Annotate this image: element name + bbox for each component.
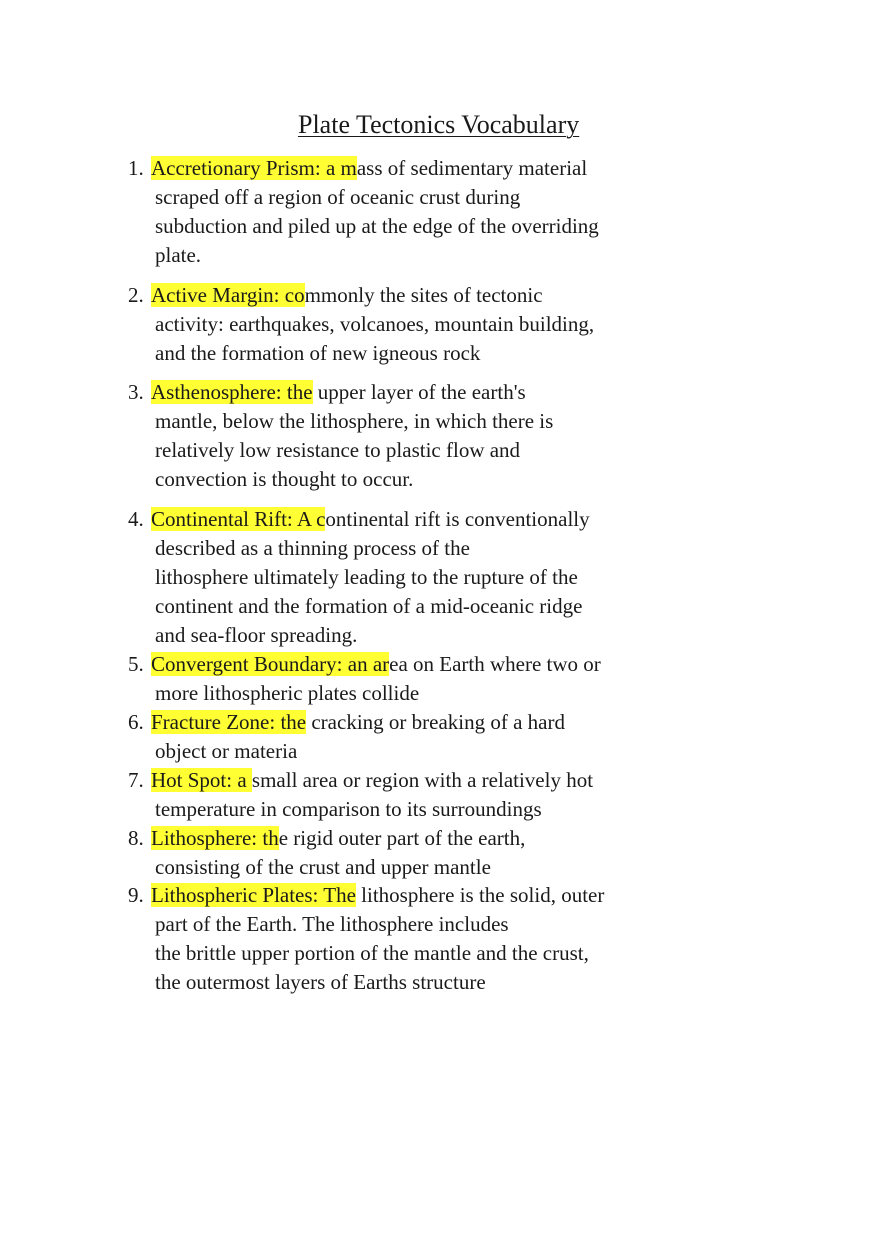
definition-line: lithosphere ultimately leading to the rupture of the [155,565,578,589]
definition-line: and sea-floor spreading. [155,623,358,647]
item-number: 8. [128,826,144,850]
vocab-item-asthenosphere [128,378,688,494]
highlighted-term: Accretionary Prism: a m [151,156,357,180]
vocab-first-line [128,708,688,737]
vocab-first-line [128,378,688,407]
vocab-item-active-margin [128,281,688,368]
definition-start: ea on Earth where two or [389,652,601,676]
definition-line: activity: earthquakes, volcanoes, mountain building, [155,312,595,336]
definition-start: cracking or breaking of a hard [306,710,565,734]
highlighted-term: Active Margin: co [151,283,305,307]
definition-line: more lithospheric plates collide [155,681,420,705]
definition-line: mantle, below the lithosphere, in which there is [155,409,554,433]
highlighted-term: Asthenosphere: the [151,380,313,404]
vocab-first-line [128,881,688,910]
definition-start: lithosphere is the solid, outer [355,883,605,907]
definition-line: described as a thinning process of the [155,536,470,560]
definition-line: and the formation of new igneous rock [155,341,481,365]
item-number: 3. [128,380,144,404]
vocab-first-line [128,650,688,679]
definition-line: consisting of the crust and upper mantle [155,855,491,879]
vocab-item-hot-spot [128,766,688,824]
definition-line: part of the Earth. The lithosphere includes [155,912,509,936]
definition-line: the brittle upper portion of the mantle and the crust, [155,941,589,965]
vocab-first-line [128,766,688,795]
definition-start: upper layer of the earth's [312,380,526,404]
vocab-item-lithosphere [128,824,688,882]
definition-line: the outermost layers of Earths structure [155,970,486,994]
item-number: 4. [128,507,144,531]
highlighted-term: Convergent Boundary: an ar [151,652,390,676]
item-number: 9. [128,883,144,907]
definition-start: ontinental rift is conventionally [325,507,590,531]
definition-start: mmonly the sites of tectonic [304,283,543,307]
vocab-item-lithospheric-plates [128,881,688,997]
definition-line: plate. [155,243,202,267]
vocab-first-line [128,281,688,310]
definition-start: small area or region with a relatively hot [251,768,594,792]
highlighted-term: Fracture Zone: the [151,710,307,734]
vocab-first-line [128,824,688,853]
vocab-item-convergent-boundary [128,650,688,708]
highlighted-term: Hot Spot: a [151,768,252,792]
page-title: Plate Tectonics Vocabulary [298,110,580,139]
highlighted-term: Continental Rift: A c [151,507,326,531]
item-number: 7. [128,768,144,792]
vocab-first-line [128,154,688,183]
item-number: 5. [128,652,144,676]
item-number: 1. [128,156,144,180]
vocab-item-continental-rift [128,505,688,650]
vocab-item-accretionary-prism [128,154,688,270]
definition-line: temperature in comparison to its surroundings [155,797,542,821]
definition-line: continent and the formation of a mid-oceanic ridge [155,594,583,618]
item-number: 6. [128,710,144,734]
highlighted-term: Lithosphere: th [151,826,279,850]
definition-line: subduction and piled up at the edge of the overriding [155,214,599,238]
definition-line: scraped off a region of oceanic crust during [155,185,521,209]
highlighted-term: Lithospheric Plates: The [151,883,356,907]
vocab-item-fracture-zone [128,708,688,766]
definition-line: relatively low resistance to plastic flow and [155,438,521,462]
definition-line: object or materia [155,739,298,763]
definition-line: convection is thought to occur. [155,467,414,491]
definition-start: ass of sedimentary material [356,156,588,180]
definition-start: e rigid outer part of the earth, [278,826,526,850]
item-number: 2. [128,283,144,307]
vocab-first-line [128,505,688,534]
